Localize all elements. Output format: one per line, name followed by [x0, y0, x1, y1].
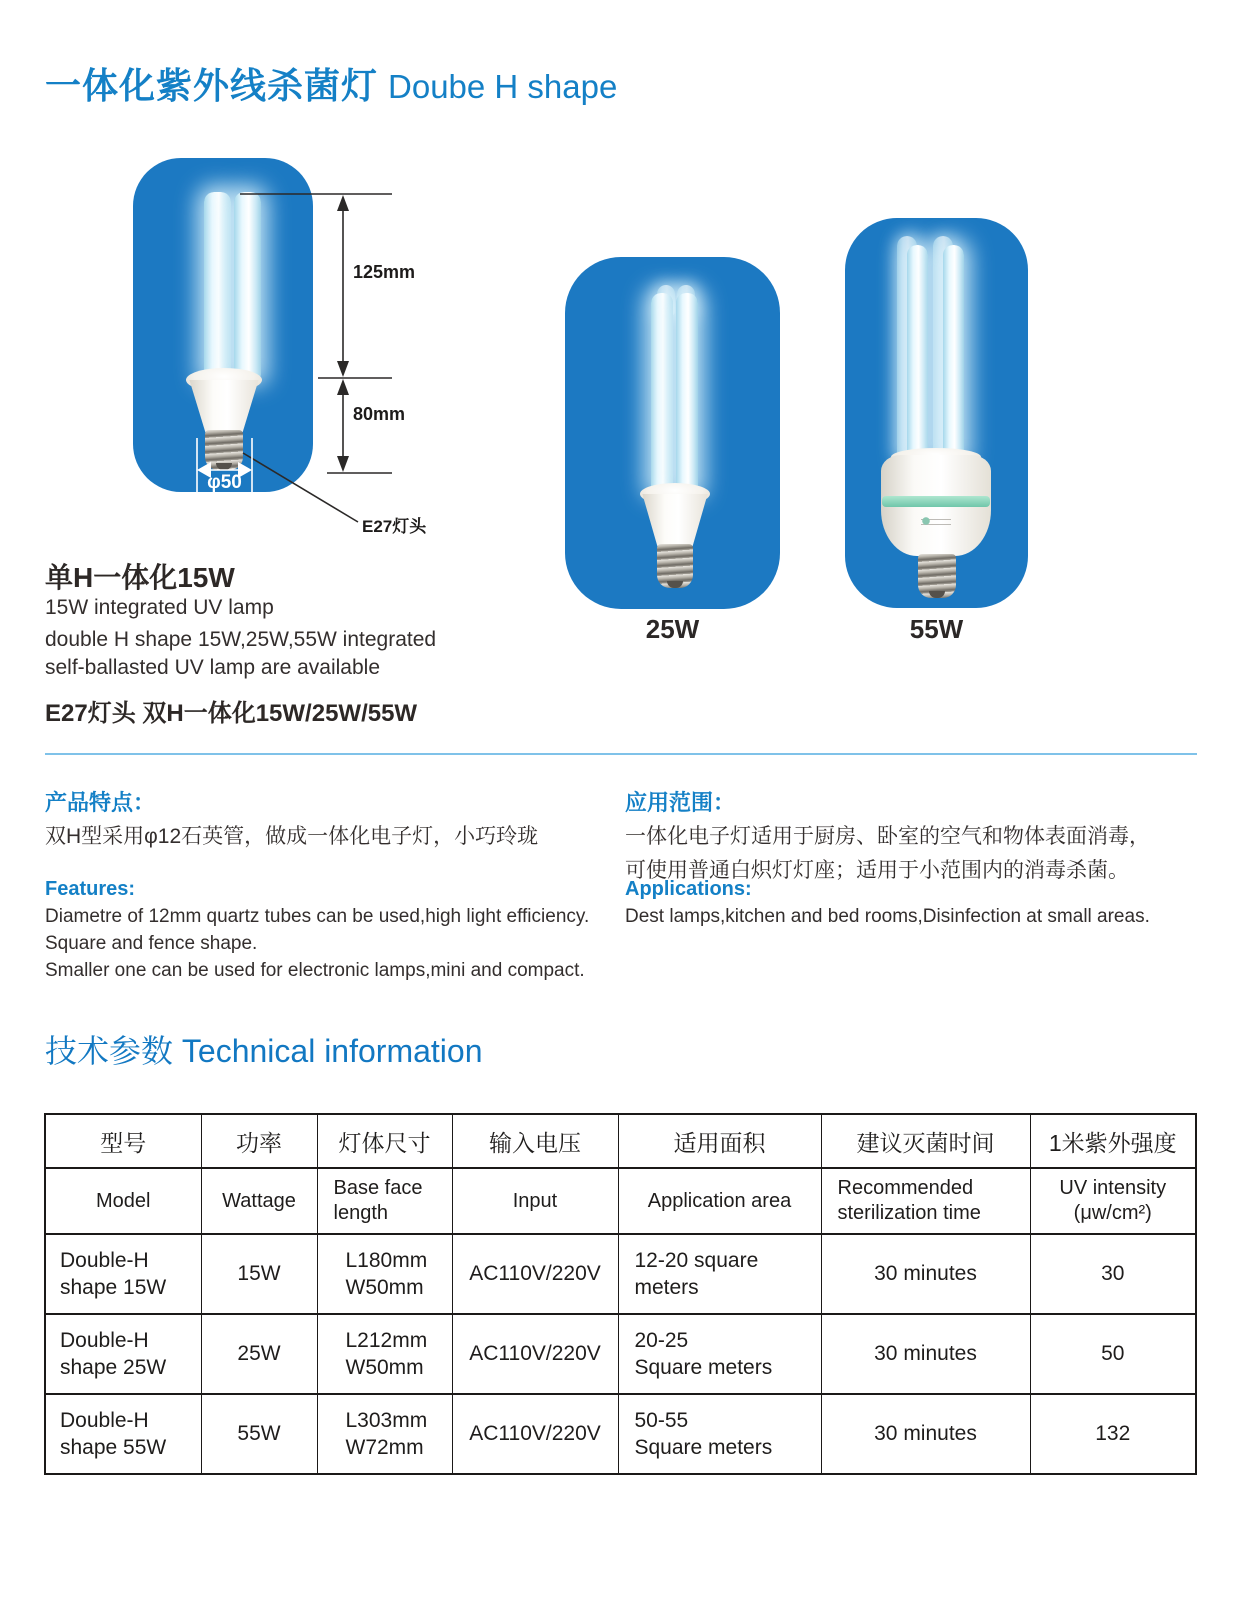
label-25w: 25W [645, 614, 700, 644]
page-title-zh: 一体化紫外线杀菌灯 [45, 65, 379, 106]
cell-uv: 30 [1030, 1234, 1196, 1314]
col-size-zh: 灯体尺寸 [317, 1114, 452, 1168]
applications-zh-heading: 应用范围： [625, 790, 736, 815]
technical-table [44, 1113, 1197, 1475]
intro-heading2-zh: E27灯头 双H一体化15W/25W/55W [45, 700, 418, 727]
lamp-panel-55w [845, 218, 1028, 608]
dim-diameter: φ50 [207, 472, 242, 493]
col-uv-zh: 1米紫外强度 [1030, 1114, 1196, 1168]
features-en-line1: Diametre of 12mm quartz tubes can be used,high light efficiency. [45, 906, 590, 927]
col-model-zh: 型号 [45, 1114, 201, 1168]
table-row-55w [45, 1394, 1196, 1474]
e27-screw-cap [657, 544, 693, 588]
col-time-zh: 建议灭菌时间 [821, 1114, 1030, 1168]
e27-screw-cap [918, 554, 956, 598]
cell-time: 30 minutes [821, 1394, 1030, 1474]
cell-model: Double-H shape 15W [45, 1234, 201, 1314]
cell-input: AC110V/220V [452, 1234, 618, 1314]
cell-wattage: 25W [201, 1314, 317, 1394]
green-band [882, 496, 990, 507]
cell-uv: 132 [1030, 1394, 1196, 1474]
cell-wattage: 55W [201, 1394, 317, 1474]
dim-base-length: 80mm [353, 404, 406, 424]
uv-tube [676, 293, 698, 491]
table-header-en-row [45, 1168, 1196, 1234]
col-input-zh: 输入电压 [452, 1114, 618, 1168]
col-wattage-zh: 功率 [201, 1114, 317, 1168]
col-area-en: Application area [618, 1168, 821, 1234]
features-zh-heading: 产品特点： [45, 790, 156, 815]
table-row-25w [45, 1314, 1196, 1394]
section-divider [45, 753, 1197, 755]
table-header-zh-row [45, 1114, 1196, 1168]
col-time-en: Recommended sterilization time [821, 1168, 1030, 1234]
technical-heading: 技术参数 Technical information [45, 1033, 483, 1069]
uv-tube [651, 293, 673, 491]
intro-line-3: self-ballasted UV lamp are available [45, 656, 381, 679]
cell-area: 50-55 Square meters [618, 1394, 821, 1474]
cell-size: L303mm W72mm [317, 1394, 452, 1474]
cell-model: Double-H shape 55W [45, 1394, 201, 1474]
applications-zh-line1: 一体化电子灯适用于厨房、卧室的空气和物体表面消毒， [625, 825, 1150, 848]
dim-tube-length: 125mm [353, 262, 416, 282]
col-area-zh: 适用面积 [618, 1114, 821, 1168]
col-size-en: Base face length [317, 1168, 452, 1234]
cell-model: Double-H shape 25W [45, 1314, 201, 1394]
features-zh-body: 双H型采用φ12石英管，做成一体化电子灯，小巧玲珑 [45, 825, 539, 848]
cell-size: L212mm W50mm [317, 1314, 452, 1394]
applications-en-heading: Applications: [625, 878, 752, 900]
page-title-en: Doube H shape [388, 68, 618, 105]
dimension-annotations [130, 150, 530, 560]
cell-size: L180mm W50mm [317, 1234, 452, 1314]
col-wattage-en: Wattage [201, 1168, 317, 1234]
cell-time: 30 minutes [821, 1314, 1030, 1394]
uv-tube [907, 245, 928, 459]
applications-en-line1: Dest lamps,kitchen and bed rooms,Disinfection at small areas. [625, 906, 1150, 927]
features-en-line2: Square and fence shape. [45, 933, 258, 954]
intro-line-2: double H shape 15W,25W,55W integrated [45, 628, 437, 651]
col-model-en: Model [45, 1168, 201, 1234]
brand-mark [921, 516, 951, 530]
cell-time: 30 minutes [821, 1234, 1030, 1314]
table-row-15w [45, 1234, 1196, 1314]
features-en-line3: Smaller one can be used for electronic lamps,mini and compact. [45, 960, 585, 981]
page-title [45, 58, 617, 109]
cell-wattage: 15W [201, 1234, 317, 1314]
cell-input: AC110V/220V [452, 1394, 618, 1474]
cell-input: AC110V/220V [452, 1314, 618, 1394]
applications-zh-line2: 可使用普通白炽灯灯座；适用于小范围内的消毒杀菌。 [625, 859, 1129, 882]
cell-uv: 50 [1030, 1314, 1196, 1394]
col-uv-en: UV intensity (μw/cm²) [1030, 1168, 1196, 1234]
cell-area: 12-20 square meters [618, 1234, 821, 1314]
label-55w: 55W [909, 614, 964, 644]
lamp-panel-25w [565, 257, 780, 609]
col-input-en: Input [452, 1168, 618, 1234]
cell-area: 20-25 Square meters [618, 1314, 821, 1394]
features-en-heading: Features: [45, 878, 136, 900]
lamp-base [641, 494, 709, 546]
intro-heading-zh: 单H一体化15W [45, 562, 235, 593]
uv-tube [943, 245, 964, 459]
intro-line-1: 15W integrated UV lamp [45, 596, 274, 619]
dim-cap-label: E27灯头 [362, 517, 427, 536]
